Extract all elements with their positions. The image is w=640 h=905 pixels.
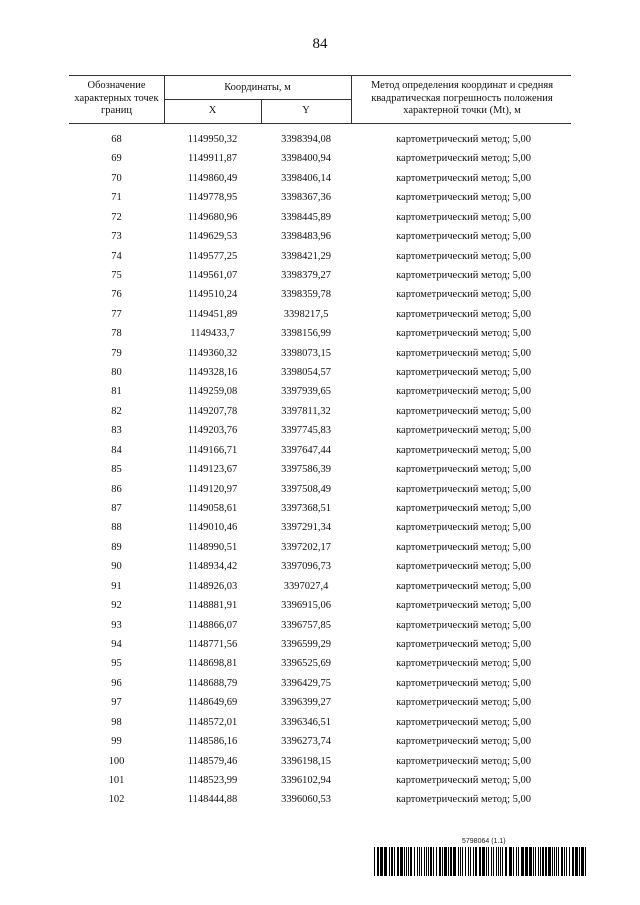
point-number: 93 xyxy=(111,619,122,631)
point-number: 74 xyxy=(111,250,122,262)
coord-y: 3398379,27 xyxy=(281,269,331,281)
coord-y: 3396102,94 xyxy=(281,774,331,786)
coord-y: 3396399,27 xyxy=(281,697,331,709)
coord-y: 3397368,51 xyxy=(281,503,331,515)
method-text: картометрический метод; 5,00 xyxy=(396,172,531,184)
table-row xyxy=(69,130,571,149)
table-row xyxy=(69,616,571,635)
coord-x: 1149328,16 xyxy=(187,367,238,379)
coord-y: 3398421,29 xyxy=(281,250,331,262)
method-text: картометрический метод; 5,00 xyxy=(396,250,531,262)
coord-x: 1148579,46 xyxy=(187,755,238,767)
point-number: 85 xyxy=(111,464,122,476)
method-text: картометрический метод; 5,00 xyxy=(396,211,531,223)
method-text: картометрический метод; 5,00 xyxy=(396,638,531,650)
method-text: картометрический метод; 5,00 xyxy=(396,794,531,806)
coord-x: 1149510,24 xyxy=(187,289,238,301)
point-number: 102 xyxy=(108,794,125,806)
coord-y: 3398394,08 xyxy=(281,134,331,145)
coord-x: 1149778,95 xyxy=(187,192,238,204)
method-text: картометрический метод; 5,00 xyxy=(396,736,531,748)
coord-y: 3398054,57 xyxy=(281,367,331,379)
point-number: 92 xyxy=(111,600,122,612)
point-number: 90 xyxy=(111,561,122,573)
coord-y: 3398400,94 xyxy=(281,153,331,165)
coord-y: 3398445,89 xyxy=(281,211,331,223)
coord-x: 1148771,56 xyxy=(187,638,238,650)
coord-x: 1148649,69 xyxy=(187,697,238,709)
coord-x: 1149451,89 xyxy=(187,308,238,320)
coord-y: 3397939,65 xyxy=(281,386,331,398)
coord-x: 1149433,7 xyxy=(190,328,235,340)
table-row xyxy=(69,460,571,479)
coord-x: 1149950,32 xyxy=(187,134,238,145)
table-row xyxy=(69,674,571,693)
point-number: 81 xyxy=(111,386,122,398)
table-row xyxy=(69,518,571,537)
coord-x: 1149010,46 xyxy=(187,522,238,534)
point-number: 95 xyxy=(111,658,122,670)
method-text: картометрический метод; 5,00 xyxy=(396,269,531,281)
method-text: картометрический метод; 5,00 xyxy=(396,561,531,573)
table-row xyxy=(69,305,571,324)
coord-y: 3398359,78 xyxy=(281,289,331,301)
method-text: картометрический метод; 5,00 xyxy=(396,464,531,476)
coord-y: 3396429,75 xyxy=(281,677,331,689)
point-number: 76 xyxy=(111,289,122,301)
method-text: картометрический метод; 5,00 xyxy=(396,134,531,145)
coord-x: 1149577,25 xyxy=(187,250,238,262)
coord-x: 1149207,78 xyxy=(187,405,238,417)
table-row xyxy=(69,441,571,460)
point-number: 79 xyxy=(111,347,122,359)
table-row xyxy=(69,208,571,227)
point-number: 82 xyxy=(111,405,122,417)
method-text: картометрический метод; 5,00 xyxy=(396,367,531,379)
table-row xyxy=(69,713,571,732)
coord-y: 3396915,06 xyxy=(281,600,331,612)
coord-y: 3397647,44 xyxy=(281,444,331,456)
coord-x: 1149561,07 xyxy=(187,269,238,281)
point-number: 80 xyxy=(111,367,122,379)
method-text: картометрический метод; 5,00 xyxy=(396,192,531,204)
coord-x: 1149058,61 xyxy=(187,503,238,515)
table-row xyxy=(69,324,571,343)
point-number: 91 xyxy=(111,580,122,592)
point-number: 72 xyxy=(111,211,122,223)
coord-y: 3397745,83 xyxy=(281,425,331,437)
table-row xyxy=(69,635,571,654)
coord-y: 3398406,14 xyxy=(281,172,331,184)
coord-x: 1148926,03 xyxy=(187,580,238,592)
coord-x: 1148586,16 xyxy=(187,736,238,748)
method-text: картометрический метод; 5,00 xyxy=(396,386,531,398)
coord-x: 1149123,67 xyxy=(187,464,238,476)
header-x: X xyxy=(208,105,217,116)
header-y: Y xyxy=(302,105,310,116)
point-number: 98 xyxy=(111,716,122,728)
coord-x: 1149629,53 xyxy=(187,231,238,243)
table-row xyxy=(69,169,571,188)
table-row xyxy=(69,227,571,246)
barcode-icon xyxy=(374,847,586,876)
method-text: картометрический метод; 5,00 xyxy=(396,444,531,456)
method-text: картометрический метод; 5,00 xyxy=(396,289,531,301)
point-number: 89 xyxy=(111,541,122,553)
table-row xyxy=(69,382,571,401)
method-text: картометрический метод; 5,00 xyxy=(396,503,531,515)
coord-y: 3397586,39 xyxy=(281,464,331,476)
header-coordinates: Координаты, м xyxy=(224,82,291,93)
coord-y: 3397096,73 xyxy=(281,561,331,573)
point-number: 83 xyxy=(111,425,122,437)
point-number: 71 xyxy=(111,192,122,204)
method-text: картометрический метод; 5,00 xyxy=(396,755,531,767)
coord-y: 3398483,96 xyxy=(281,231,331,243)
method-text: картометрический метод; 5,00 xyxy=(396,328,531,340)
method-text: картометрический метод; 5,00 xyxy=(396,405,531,417)
point-number: 69 xyxy=(111,153,122,165)
table-row xyxy=(69,596,571,615)
coord-y: 3397811,32 xyxy=(281,405,331,417)
table-row xyxy=(69,266,571,285)
table-row xyxy=(69,149,571,168)
method-text: картометрический метод; 5,00 xyxy=(396,677,531,689)
table-row xyxy=(69,752,571,771)
point-number: 100 xyxy=(108,755,125,767)
coord-x: 1149259,08 xyxy=(187,386,238,398)
header-divider xyxy=(351,76,352,123)
coord-x: 1148934,42 xyxy=(187,561,238,573)
coord-y: 3396757,85 xyxy=(281,619,331,631)
table-body xyxy=(69,130,571,810)
point-number: 75 xyxy=(111,269,122,281)
method-text: картометрический метод; 5,00 xyxy=(396,231,531,243)
method-text: картометрический метод; 5,00 xyxy=(396,774,531,786)
coord-y: 3397291,34 xyxy=(281,522,331,534)
method-text: картометрический метод; 5,00 xyxy=(396,658,531,670)
table-row xyxy=(69,499,571,518)
coord-y: 3396346,51 xyxy=(281,716,331,728)
point-number: 99 xyxy=(111,736,122,748)
point-number: 86 xyxy=(111,483,122,495)
coord-x: 1148572,01 xyxy=(187,716,238,728)
method-text: картометрический метод; 5,00 xyxy=(396,425,531,437)
method-text: картометрический метод; 5,00 xyxy=(396,716,531,728)
table-row xyxy=(69,654,571,673)
header-divider xyxy=(164,99,351,100)
coord-y: 3398367,36 xyxy=(281,192,331,204)
point-number: 78 xyxy=(111,328,122,340)
coord-x: 1148688,79 xyxy=(187,677,238,689)
point-number: 68 xyxy=(111,134,122,145)
coord-x: 1148990,51 xyxy=(187,541,238,553)
coord-x: 1148523,99 xyxy=(187,774,238,786)
point-number: 96 xyxy=(111,677,122,689)
coord-y: 3396060,53 xyxy=(281,794,331,806)
coord-y: 3397027,4 xyxy=(283,580,329,592)
table-row xyxy=(69,285,571,304)
coord-x: 1149120,97 xyxy=(187,483,238,495)
point-number: 70 xyxy=(111,172,122,184)
method-text: картометрический метод; 5,00 xyxy=(396,153,531,165)
table-row xyxy=(69,693,571,712)
method-text: картометрический метод; 5,00 xyxy=(396,697,531,709)
table-row xyxy=(69,480,571,499)
table-row xyxy=(69,402,571,421)
coord-y: 3398156,99 xyxy=(281,328,331,340)
coord-y: 3396198,15 xyxy=(281,755,331,767)
document-code: 5798064 (1.1) xyxy=(462,838,506,845)
coord-x: 1148444,88 xyxy=(187,794,238,806)
coord-x: 1149203,76 xyxy=(187,425,238,437)
table-row xyxy=(69,421,571,440)
table-row xyxy=(69,344,571,363)
table-row xyxy=(69,557,571,576)
table-row xyxy=(69,577,571,596)
coord-y: 3397202,17 xyxy=(281,541,331,553)
coord-y: 3397508,49 xyxy=(281,483,331,495)
coord-y: 3398073,15 xyxy=(281,347,331,359)
point-number: 94 xyxy=(111,638,122,650)
coord-y: 3396525,69 xyxy=(281,658,331,670)
coord-y: 3396599,29 xyxy=(281,638,331,650)
point-number: 97 xyxy=(111,697,122,709)
point-number: 77 xyxy=(111,308,122,320)
table-row xyxy=(69,538,571,557)
coord-y: 3396273,74 xyxy=(281,736,331,748)
table-row xyxy=(69,188,571,207)
method-text: картометрический метод; 5,00 xyxy=(396,580,531,592)
table-row xyxy=(69,363,571,382)
table-row xyxy=(69,771,571,790)
table-row xyxy=(69,247,571,266)
coord-x: 1149860,49 xyxy=(187,172,238,184)
point-number: 84 xyxy=(111,444,122,456)
page-number: 84 xyxy=(312,36,328,52)
table-header xyxy=(69,75,571,124)
coord-x: 1149911,87 xyxy=(187,153,238,165)
coord-x: 1149680,96 xyxy=(187,211,238,223)
method-text: картометрический метод; 5,00 xyxy=(396,308,531,320)
coord-y: 3398217,5 xyxy=(283,308,329,320)
point-number: 73 xyxy=(111,231,122,243)
method-text: картометрический метод; 5,00 xyxy=(396,619,531,631)
coord-x: 1148881,91 xyxy=(187,600,238,612)
table-row xyxy=(69,732,571,751)
method-text: картометрический метод; 5,00 xyxy=(396,347,531,359)
header-designation: Обозначение характерных точек границ xyxy=(74,80,159,116)
point-number: 87 xyxy=(111,503,122,515)
method-text: картометрический метод; 5,00 xyxy=(396,522,531,534)
coord-x: 1149360,32 xyxy=(187,347,238,359)
method-text: картометрический метод; 5,00 xyxy=(396,541,531,553)
header-method: Метод определения координат и средняя квадратическая погрешность положения характерной точки (Mt), м xyxy=(370,80,554,116)
coord-x: 1148866,07 xyxy=(187,619,238,631)
coord-x: 1149166,71 xyxy=(187,444,238,456)
point-number: 88 xyxy=(111,522,122,534)
coord-x: 1148698,81 xyxy=(187,658,238,670)
method-text: картометрический метод; 5,00 xyxy=(396,600,531,612)
table-row xyxy=(69,790,571,809)
method-text: картометрический метод; 5,00 xyxy=(396,483,531,495)
point-number: 101 xyxy=(108,774,125,786)
